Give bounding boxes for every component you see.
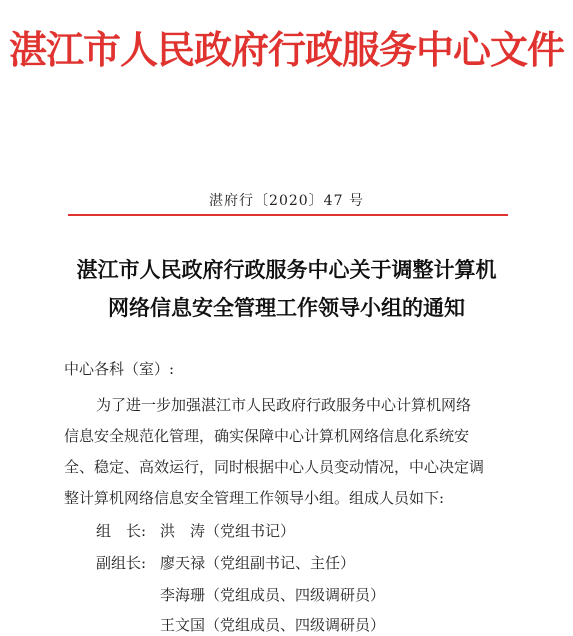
member-row xyxy=(96,552,355,574)
member-row xyxy=(160,614,385,636)
member-role: 组 长: xyxy=(96,522,147,540)
member-name: 廖天禄（党组副书记、主任） xyxy=(160,554,356,572)
paragraph-line: 为了进一步加强湛江市人民政府行政服务中心计算机网络 xyxy=(96,396,472,414)
notice-title-line-1: 湛江市人民政府行政服务中心关于调整计算机 xyxy=(76,258,497,282)
issuer-header: 湛江市人民政府行政服务中心文件 xyxy=(8,28,564,72)
document-number: 湛府行〔2020〕47 号 xyxy=(209,193,364,209)
member-name: 李海珊（党组成员、四级调研员） xyxy=(160,586,386,604)
member-role: 副组长: xyxy=(96,554,147,572)
paragraph-line: 整计算机网络信息安全管理工作领导小组。组成人员如下: xyxy=(64,489,445,507)
paragraph-line: 信息安全规范化管理，确实保障中心计算机网络信息化系统安 xyxy=(64,427,470,445)
member-row xyxy=(160,584,385,606)
member-name: 王文国（党组成员、四级调研员） xyxy=(160,616,386,634)
member-row xyxy=(96,520,295,542)
notice-title-line-2: 网络信息安全管理工作领导小组的通知 xyxy=(108,296,465,320)
salutation: 中心各科（室）: xyxy=(64,360,175,378)
paragraph-line: 全、稳定、高效运行，同时根据中心人员变动情况，中心决定调 xyxy=(64,458,485,476)
red-divider xyxy=(68,214,508,216)
member-name: 洪 涛（党组书记） xyxy=(160,522,296,540)
